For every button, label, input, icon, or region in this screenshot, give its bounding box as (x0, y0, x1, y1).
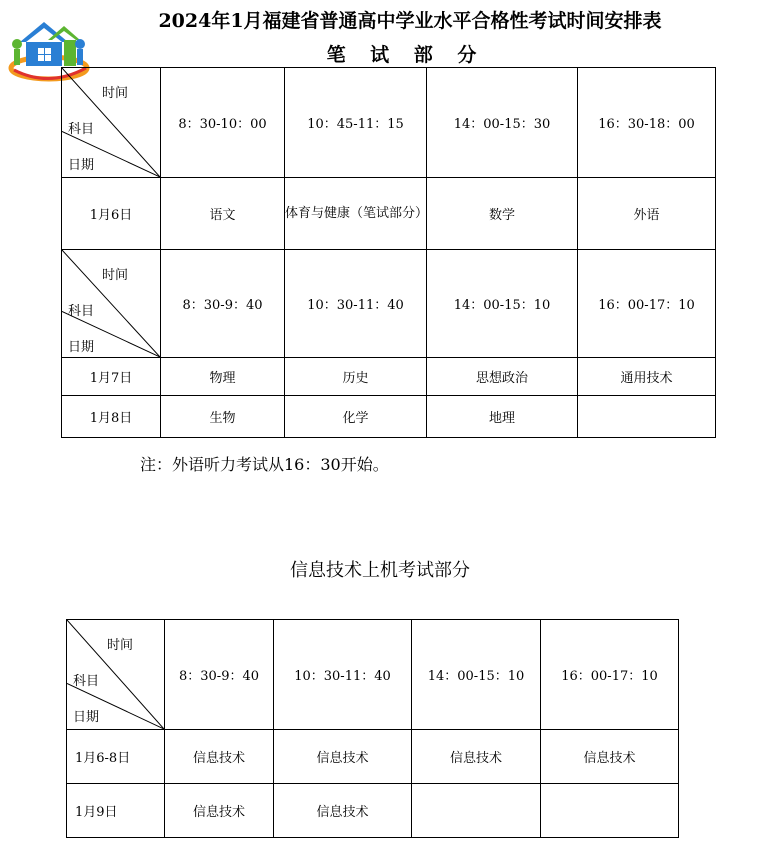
subject-cell: 信息技术 (274, 730, 412, 784)
header-row-1 (62, 68, 716, 178)
subject-cell (578, 396, 716, 438)
date-cell: 1月7日 (62, 358, 161, 396)
diag-date-label: 日期 (68, 340, 95, 355)
subject-cell: 化学 (285, 396, 427, 438)
time-slot: 16：30-18：00 (578, 68, 716, 178)
subject-cell (412, 784, 541, 838)
diag-date-label: 日期 (68, 158, 95, 173)
subject-cell: 通用技术 (578, 358, 716, 396)
subject-cell: 信息技术 (165, 784, 274, 838)
header-row (67, 620, 679, 730)
time-slot: 14：00-15：30 (427, 68, 578, 178)
diag-time-label: 时间 (102, 86, 129, 101)
subject-cell: 信息技术 (412, 730, 541, 784)
subject-cell: 信息技术 (165, 730, 274, 784)
subject-cell (541, 784, 679, 838)
header-row-2 (62, 250, 716, 358)
subject-cell: 外语 (578, 178, 716, 250)
table-row (62, 358, 716, 396)
subject-cell: 信息技术 (274, 784, 412, 838)
time-slot: 8：30-9：40 (165, 620, 274, 730)
time-slot: 8：30-9：40 (161, 250, 285, 358)
subject-cell: 历史 (285, 358, 427, 396)
subject-cell: 体育与健康（笔试部分） (285, 178, 427, 250)
diag-time-label: 时间 (107, 638, 134, 653)
time-slot: 14：00-15：10 (427, 250, 578, 358)
diag-subject-label: 科目 (73, 674, 100, 689)
date-cell: 1月6-8日 (67, 730, 165, 784)
section-title-computer: 信息技术上机考试部分 (290, 560, 470, 581)
subject-cell: 地理 (427, 396, 578, 438)
date-cell: 1月6日 (62, 178, 161, 250)
subject-cell: 语文 (161, 178, 285, 250)
subject-cell: 物理 (161, 358, 285, 396)
page-title: 2024年1月福建省普通高中学业水平合格性考试时间安排表 (158, 10, 662, 32)
diag-time-label: 时间 (102, 268, 129, 283)
diagonal-header-cell (67, 620, 165, 730)
section-title-written: 笔 试 部 分 (326, 44, 486, 66)
table-row (62, 396, 716, 438)
diagonal-header-cell (62, 68, 161, 178)
subject-cell: 数学 (427, 178, 578, 250)
date-cell: 1月9日 (67, 784, 165, 838)
table-row (62, 178, 716, 250)
time-slot: 14：00-15：10 (412, 620, 541, 730)
computer-exam-table (66, 619, 679, 838)
subject-cell: 信息技术 (541, 730, 679, 784)
time-slot: 16：00-17：10 (578, 250, 716, 358)
diag-subject-label: 科目 (68, 122, 95, 137)
table-row (67, 730, 679, 784)
subject-cell: 思想政治 (427, 358, 578, 396)
listening-note: 注：外语听力考试从16：30开始。 (140, 455, 389, 474)
table-row (67, 784, 679, 838)
time-slot: 16：00-17：10 (541, 620, 679, 730)
subject-cell: 生物 (161, 396, 285, 438)
diag-date-label: 日期 (73, 710, 100, 725)
written-exam-table (61, 67, 716, 438)
date-cell: 1月8日 (62, 396, 161, 438)
time-slot: 10：30-11：40 (274, 620, 412, 730)
time-slot: 8：30-10：00 (161, 68, 285, 178)
diagonal-header-cell (62, 250, 161, 358)
time-slot: 10：45-11：15 (285, 68, 427, 178)
time-slot: 10：30-11：40 (285, 250, 427, 358)
diag-subject-label: 科目 (68, 304, 95, 319)
